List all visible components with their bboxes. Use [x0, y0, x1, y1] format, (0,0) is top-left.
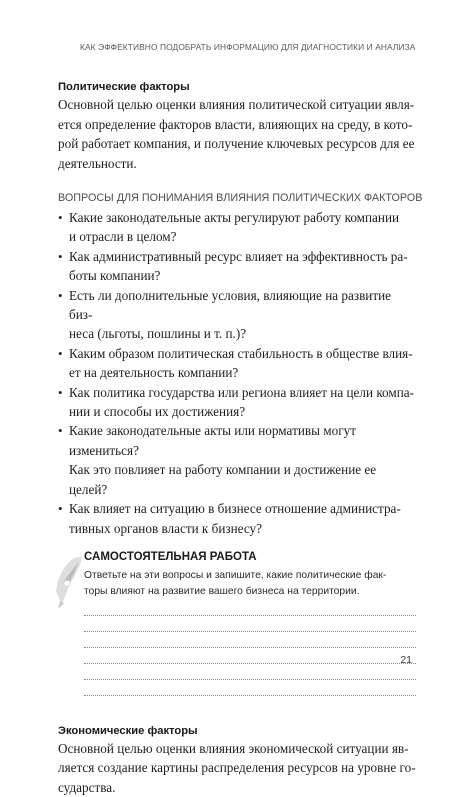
question-item [58, 421, 416, 499]
paragraph-line: ется определение факторов власти, влияющих на среду, в кото- [58, 116, 413, 132]
economic-factors-section [58, 723, 416, 797]
questions-list [58, 208, 416, 538]
instruction-line: торы влияют на развитие вашего бизнеса на территории. [84, 585, 360, 597]
questions-section [58, 191, 423, 538]
bullet-icon: • [58, 345, 63, 361]
question-line: ет на деятельность компании? [69, 365, 239, 381]
question-line: и отрасли в целом? [69, 229, 177, 245]
bullet-icon: • [58, 384, 63, 400]
running-header: КАК ЭФФЕКТИВНО ПОДОБРАТЬ ИНФОРМАЦИЮ ДЛЯ ДИАГНОСТИКИ И АНАЛИЗА [80, 42, 416, 52]
question-line: Как влияет на ситуацию в бизнесе отношение администра- [69, 501, 401, 517]
question-line: Как политика государства или региона влияет на цели компа- [69, 384, 415, 400]
question-line: Какие законодательные акты регулируют работу компании [69, 210, 400, 225]
self-work-title: САМОСТОЯТЕЛЬНАЯ РАБОТА [84, 550, 257, 563]
economic-factors-paragraph [58, 739, 416, 797]
question-line: неса (льготы, пошлины и т. п.)? [69, 326, 247, 342]
question-line: Как административный ресурс влияет на эффективность ра- [69, 248, 408, 264]
question-line: нии и способы их достижения? [69, 404, 246, 420]
bullet-icon: • [58, 248, 63, 264]
question-line: тивных органов власти к бизнесу? [69, 520, 262, 536]
paragraph-line: деятельности. [58, 155, 137, 171]
question-item [58, 383, 416, 422]
question-item [58, 247, 416, 286]
answer-line[interactable] [84, 680, 416, 696]
question-line: боты компании? [69, 268, 161, 284]
answer-line[interactable] [84, 664, 416, 680]
paragraph-line: Основной целью оценки влияния политической ситуации явля- [58, 97, 415, 112]
self-work-instructions [84, 568, 416, 600]
political-factors-heading: Политические факторы [58, 81, 190, 93]
question-line: Как это повлияет на работу компании и достижение ее целей? [69, 462, 377, 497]
self-work-box [58, 549, 416, 689]
bullet-icon: • [58, 501, 63, 517]
political-factors-section [58, 79, 416, 173]
answer-line[interactable] [84, 648, 416, 664]
bullet-icon: • [58, 210, 63, 225]
economic-factors-heading: Экономические факторы [58, 724, 198, 737]
question-line: Каким образом политическая стабильность в обществе влия- [69, 345, 413, 361]
question-line: Есть ли дополнительные условия, влияющие на развитие биз- [69, 287, 392, 323]
page-number: 21 [400, 654, 412, 666]
question-item [58, 344, 416, 383]
page-content [58, 79, 423, 797]
political-factors-paragraph [58, 95, 416, 173]
question-item [58, 499, 416, 538]
bullet-icon: • [58, 287, 63, 303]
paragraph-line: сударства. [58, 779, 116, 795]
question-item [58, 286, 416, 344]
answer-line[interactable] [84, 616, 416, 632]
instruction-line: Ответьте на эти вопросы и запишите, какие политические фак- [84, 569, 387, 581]
paragraph-line: рой работает компания, и получение ключевых ресурсов для ее [58, 136, 415, 151]
answer-line[interactable] [84, 600, 416, 616]
question-line: Какие законодательные акты или нормативы могут измениться? [69, 423, 356, 458]
question-item [58, 208, 416, 247]
answer-line[interactable] [84, 632, 416, 648]
self-work-content [84, 549, 416, 696]
paragraph-line: ляется создание картины распределения ресурсов на уровне го- [58, 760, 416, 776]
bullet-icon: • [58, 423, 63, 439]
questions-heading: ВОПРОСЫ ДЛЯ ПОНИМАНИЯ ВЛИЯНИЯ ПОЛИТИЧЕСКИХ ФАКТОРОВ [58, 192, 423, 204]
pen-icon [54, 553, 84, 611]
paragraph-line: Основной целью оценки влияния экономической ситуации яв- [58, 740, 409, 756]
